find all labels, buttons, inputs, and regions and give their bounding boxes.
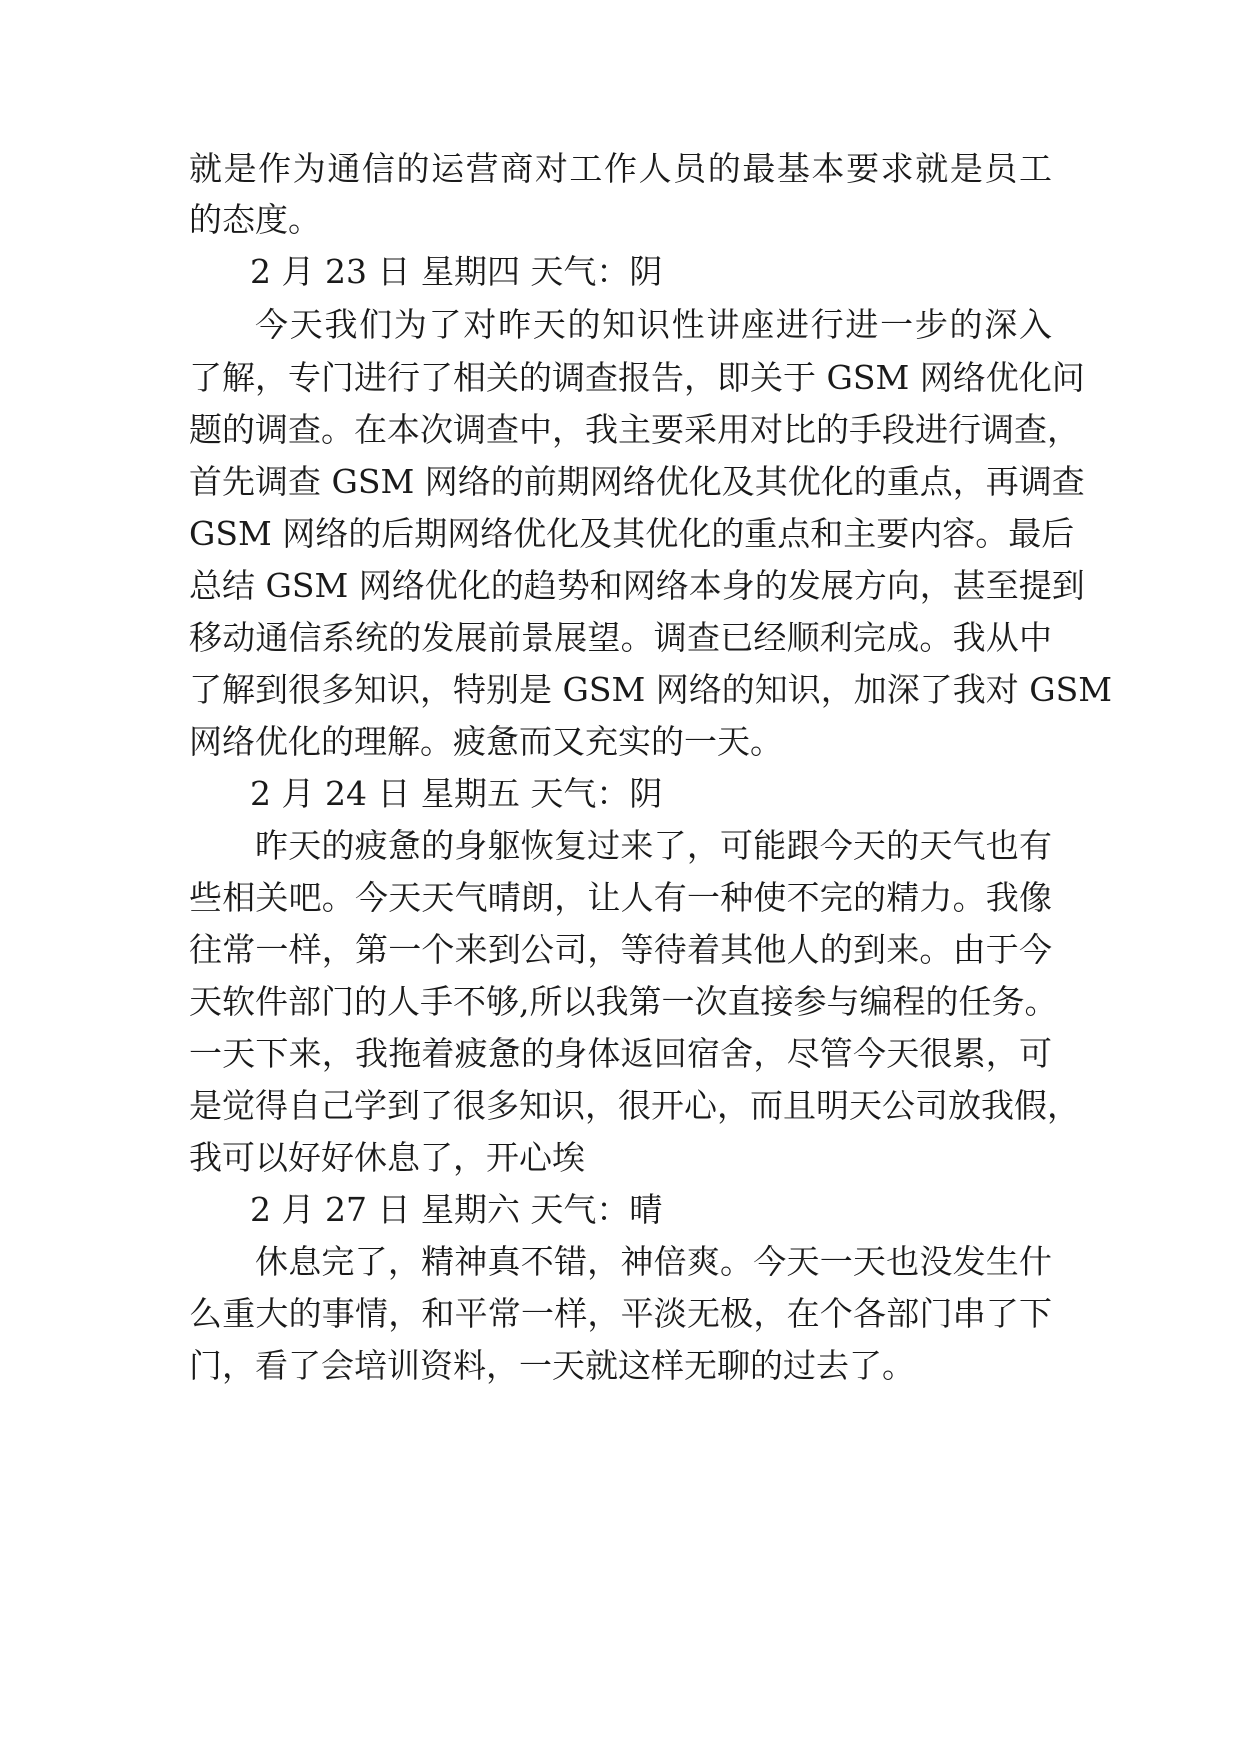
paragraph-line: 么重大的事情，和平常一样，平淡无极，在个各部门串了下 — [189, 1294, 1052, 1333]
paragraph-line: 的态度。 — [189, 200, 321, 239]
paragraph-line: 了解，专门进行了相关的调查报告，即关于 GSM 网络优化问 — [189, 358, 1085, 397]
paragraph-line: 题的调查。在本次调查中，我主要采用对比的手段进行调查， — [189, 410, 1080, 449]
diary-date-heading: 2 月 24 日 星期五 天气：阴 — [250, 774, 663, 813]
paragraph-line: 网络优化的理解。疲惫而又充实的一天。 — [189, 722, 783, 761]
paragraph-line: 往常一样，第一个来到公司，等待着其他人的到来。由于今 — [189, 930, 1052, 969]
paragraph-line: 我可以好好休息了，开心埃 — [189, 1138, 585, 1177]
paragraph-line: 就是作为通信的运营商对工作人员的最基本要求就是员工 — [189, 149, 1052, 188]
paragraph-line: 门，看了会培训资料，一天就这样无聊的过去了。 — [189, 1346, 915, 1385]
paragraph-line: 今天我们为了对昨天的知识性讲座进行进一步的深入 — [255, 305, 1052, 344]
paragraph-line: 移动通信系统的发展前景展望。调查已经顺利完成。我从中 — [189, 618, 1052, 657]
paragraph-line: 休息完了，精神真不错，神倍爽。今天一天也没发生什 — [255, 1242, 1052, 1281]
paragraph-line: 了解到很多知识，特别是 GSM 网络的知识，加深了我对 GSM — [189, 670, 1112, 709]
paragraph-line: 天软件部门的人手不够,所以我第一次直接参与编程的任务。 — [189, 982, 1058, 1021]
paragraph-line: 是觉得自己学到了很多知识，很开心，而且明天公司放我假， — [189, 1086, 1080, 1125]
paragraph-line: 首先调查 GSM 网络的前期网络优化及其优化的重点，再调查 — [189, 462, 1085, 501]
paragraph-line: GSM 网络的后期网络优化及其优化的重点和主要内容。最后 — [189, 514, 1075, 553]
diary-date-heading: 2 月 27 日 星期六 天气：晴 — [250, 1190, 663, 1229]
paragraph-line: 总结 GSM 网络优化的趋势和网络本身的发展方向，甚至提到 — [189, 566, 1085, 605]
paragraph-line: 昨天的疲惫的身躯恢复过来了，可能跟今天的天气也有 — [255, 826, 1052, 865]
paragraph-line: 些相关吧。今天天气晴朗，让人有一种使不完的精力。我像 — [189, 878, 1052, 917]
paragraph-line: 一天下来，我拖着疲惫的身体返回宿舍，尽管今天很累，可 — [189, 1034, 1052, 1073]
diary-date-heading: 2 月 23 日 星期四 天气：阴 — [250, 252, 663, 291]
